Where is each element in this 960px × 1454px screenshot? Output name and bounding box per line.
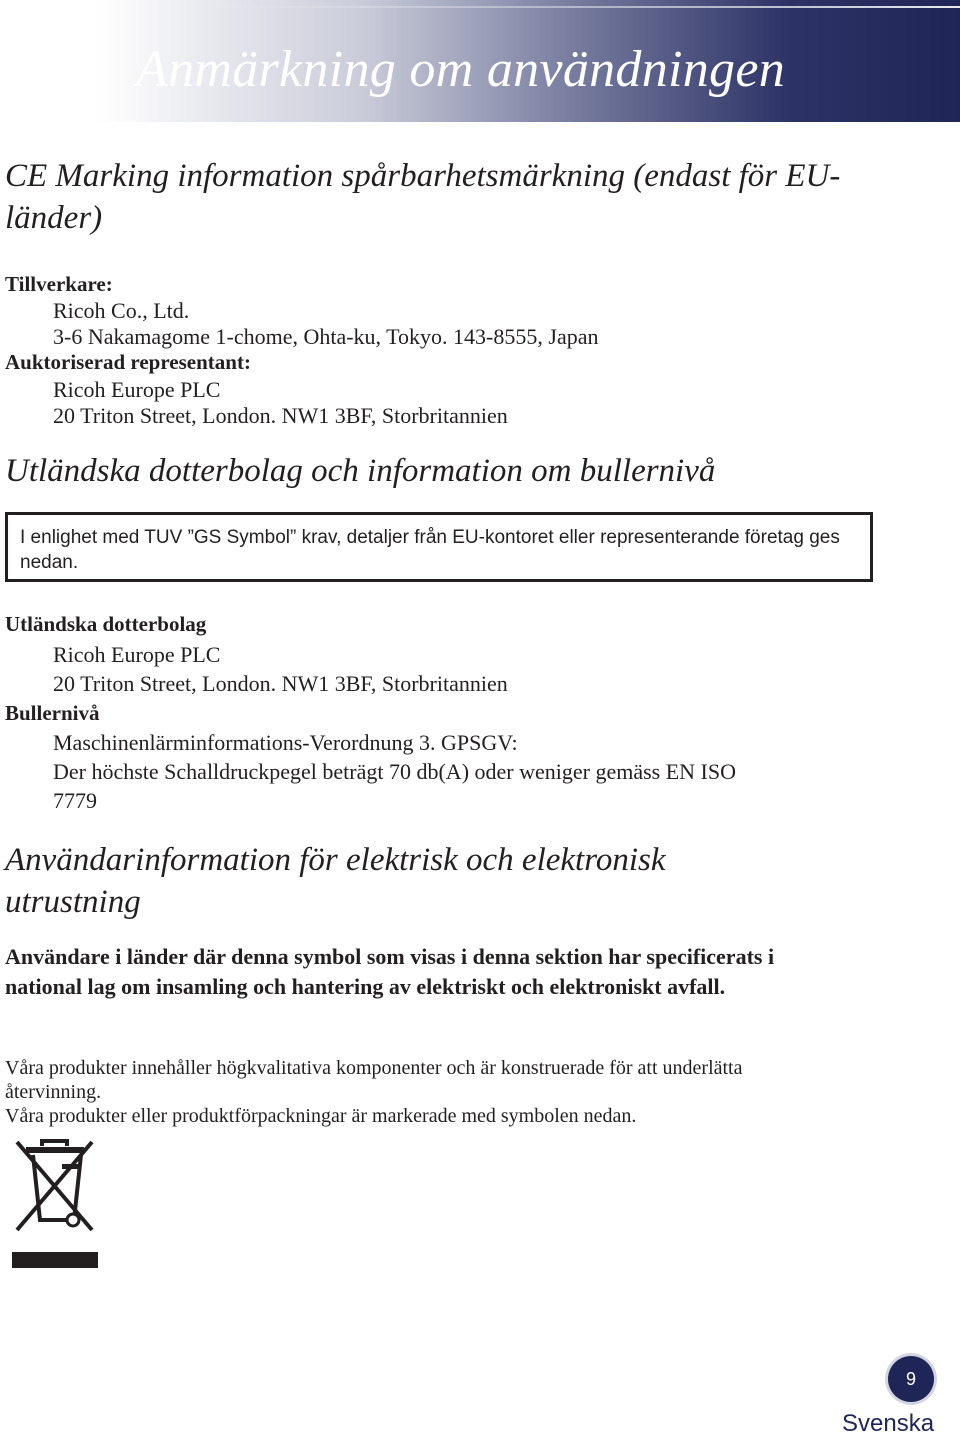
noise-line: 7779 (53, 788, 97, 813)
language-label: Svenska (842, 1410, 935, 1437)
weee-heading-line: utrustning (5, 884, 141, 920)
noise-label: Bullernivå (5, 701, 100, 725)
subsidiary-line: Ricoh Europe PLC (53, 642, 221, 667)
weee-marking-paragraph: Våra produkter eller produktförpackningar är markerade med symbolen nedan. (5, 1105, 637, 1127)
tuv-notice-box (5, 512, 873, 582)
noise-line: Der höchste Schalldruckpegel beträgt 70 db(A) oder weniger gemäss EN ISO (53, 759, 737, 784)
header-banner (0, 0, 960, 122)
subsidiary-line: 20 Triton Street, London. NW1 3BF, Storbritannien (53, 671, 508, 696)
noise-line: Maschinenlärminformations-Verordnung 3. GPSGV: (53, 730, 518, 755)
subsidiary-label: Utländska dotterbolag (5, 612, 207, 636)
page-number-badge: 9 (888, 1356, 934, 1402)
ce-heading: CE Marking information spårbarhetsmärkning (endast för EU-länder) (5, 158, 841, 236)
subsidiary-heading: Utländska dotterbolag och information om bullernivå (5, 453, 716, 489)
tuv-notice-text: I enlighet med TUV ”GS Symbol” krav, detaljer från EU-kontoret eller representerande företag ges nedan. (20, 527, 840, 573)
page-title: Anmärkning om användningen (136, 41, 786, 98)
rep-label: Auktoriserad representant: (5, 350, 251, 374)
weee-heading-line: Användarinformation för elektrisk och elektronisk (5, 842, 666, 878)
rep-line: 20 Triton Street, London. NW1 3BF, Storbritannien (53, 403, 508, 428)
manufacturer-line: Ricoh Co., Ltd. (53, 298, 190, 323)
weee-recycling-paragraph: Våra produkter innehåller högkvalitativa komponenter och är konstruerade för att underlätta återvinning. (5, 1057, 743, 1103)
manufacturer-label: Tillverkare: (5, 272, 113, 296)
weee-intro-bold: Användare i länder där denna symbol som visas i denna sektion har specificerats i national lag om insamling och hantering av elektriskt och elektroniskt avfall. (5, 944, 775, 999)
rep-line: Ricoh Europe PLC (53, 377, 221, 402)
banner-highlight-line (200, 6, 960, 8)
crossed-out-wheelie-bin-icon (12, 1134, 98, 1268)
manufacturer-line: 3-6 Nakamagome 1-chome, Ohta-ku, Tokyo. 143-8555, Japan (53, 324, 599, 349)
